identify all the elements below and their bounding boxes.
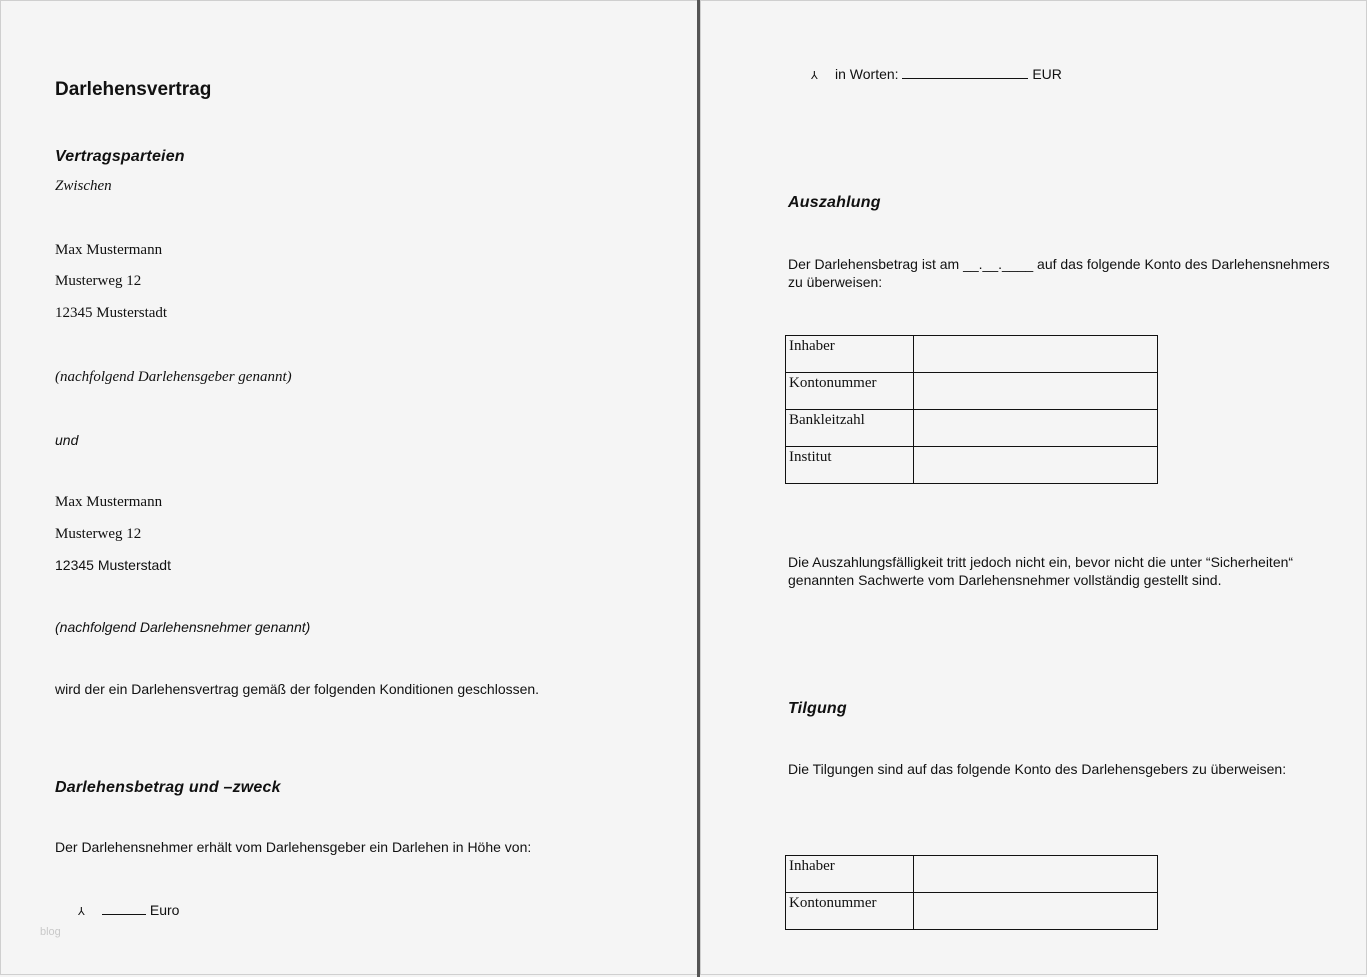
party1-role: (nachfolgend Darlehensgeber genannt) bbox=[55, 369, 292, 385]
closing-text: wird der ein Darlehensvertrag gemäß der folgenden Konditionen geschlossen. bbox=[55, 681, 540, 697]
party1-name: Max Mustermann bbox=[55, 242, 163, 258]
section-heading-tilgung: Tilgung bbox=[788, 700, 847, 717]
table-row bbox=[786, 447, 1158, 484]
table-row bbox=[786, 410, 1158, 447]
table-row bbox=[786, 856, 1158, 893]
document-page-right bbox=[700, 0, 1367, 975]
tilgung-account-table bbox=[785, 855, 1158, 930]
zwischen-text: Zwischen bbox=[55, 178, 112, 194]
table-label-kontonummer: Kontonummer bbox=[786, 373, 914, 410]
table-label-kontonummer: Kontonummer bbox=[786, 893, 914, 930]
table-row bbox=[786, 336, 1158, 373]
table-value-institut[interactable] bbox=[914, 447, 1158, 484]
party1-street: Musterweg 12 bbox=[55, 273, 142, 289]
section-heading-darlehensbetrag: Darlehensbetrag und –zweck bbox=[55, 779, 281, 796]
section-heading-auszahlung: Auszahlung bbox=[788, 194, 881, 211]
party2-role: (nachfolgend Darlehensnehmer genannt) bbox=[55, 619, 311, 635]
bullet-icon: ⅄ bbox=[78, 906, 85, 918]
table-label-bankleitzahl: Bankleitzahl bbox=[786, 410, 914, 447]
watermark: blog bbox=[40, 926, 61, 938]
tilgung-text: Die Tilgungen sind auf das folgende Konto des Darlehensgebers zu überweisen: bbox=[788, 761, 1287, 777]
table-label-institut: Institut bbox=[786, 447, 914, 484]
auszahlung-note: Die Auszahlungsfälligkeit tritt jedoch nicht ein, bevor nicht die unter “Sicherheiten“ genannten Sachwerte vom Darlehensnehmer vollständig gestellt sind. bbox=[788, 554, 1294, 588]
table-label-inhaber: Inhaber bbox=[786, 336, 914, 373]
table-value-inhaber[interactable] bbox=[914, 336, 1158, 373]
amount-blank bbox=[102, 901, 146, 915]
document-title: Darlehensvertrag bbox=[55, 79, 212, 100]
auszahlung-account-table bbox=[785, 335, 1158, 484]
party2-street: Musterweg 12 bbox=[55, 526, 142, 542]
table-value-inhaber[interactable] bbox=[914, 856, 1158, 893]
amount-unit: Euro bbox=[149, 902, 180, 918]
table-row bbox=[786, 373, 1158, 410]
section-heading-vertragsparteien: Vertragsparteien bbox=[55, 148, 185, 165]
bullet-amount bbox=[78, 901, 179, 918]
table-value-bankleitzahl[interactable] bbox=[914, 410, 1158, 447]
table-value-kontonummer[interactable] bbox=[914, 373, 1158, 410]
party1-city: 12345 Musterstadt bbox=[55, 305, 168, 321]
table-label-inhaber: Inhaber bbox=[786, 856, 914, 893]
bullet-icon: ⅄ bbox=[811, 70, 818, 82]
darlehensbetrag-text: Der Darlehensnehmer erhält vom Darlehensgeber ein Darlehen in Höhe von: bbox=[55, 839, 532, 855]
auszahlung-text: Der Darlehensbetrag ist am __.__.____ auf das folgende Konto des Darlehensnehmers zu überweisen: bbox=[788, 256, 1330, 290]
in-words-blank bbox=[902, 65, 1028, 79]
in-words-label: in Worten: bbox=[835, 66, 899, 82]
party2-city: 12345 Musterstadt bbox=[55, 557, 171, 573]
table-row bbox=[786, 893, 1158, 930]
party2-name: Max Mustermann bbox=[55, 494, 163, 510]
und-text: und bbox=[55, 432, 79, 448]
table-value-kontonummer[interactable] bbox=[914, 893, 1158, 930]
bullet-in-words bbox=[811, 65, 1062, 82]
in-words-unit: EUR bbox=[1032, 66, 1062, 82]
